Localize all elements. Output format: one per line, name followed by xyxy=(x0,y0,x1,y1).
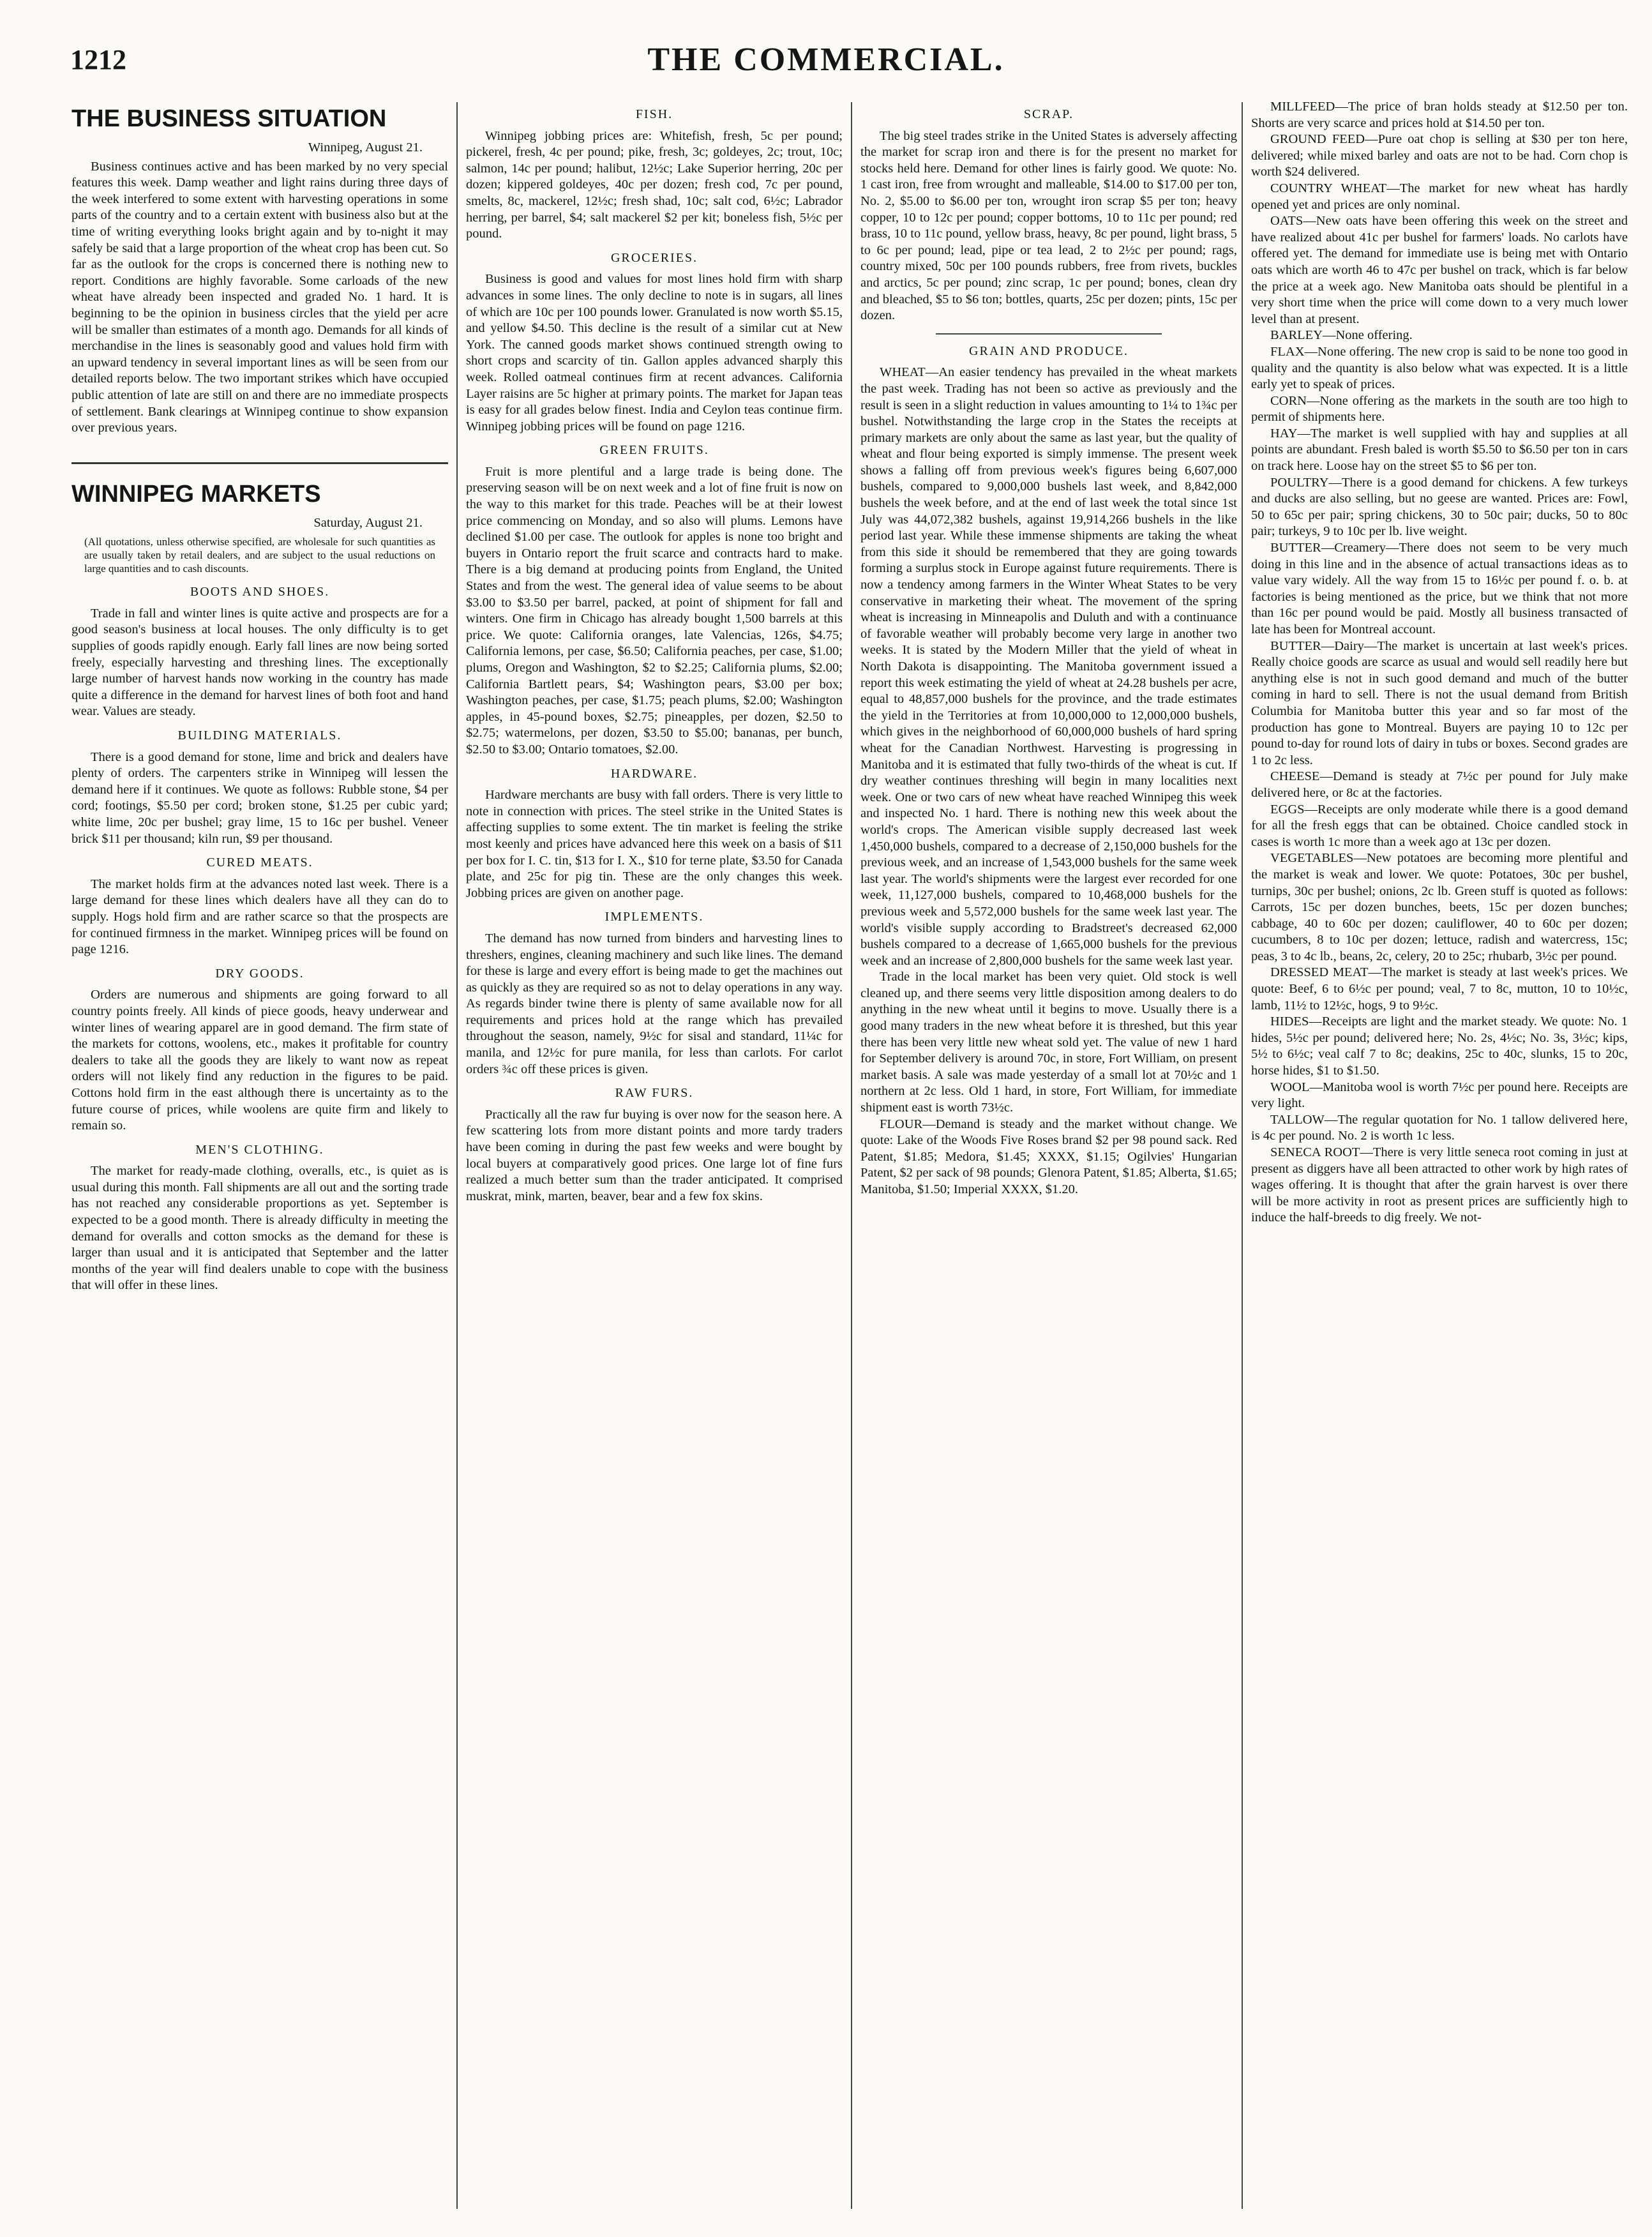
grain-paragraph: CHEESE—Demand is steady at 7½c per pound for July make delivered here, or 8c at the factories. xyxy=(1251,769,1628,800)
column-rule xyxy=(851,102,852,2209)
grain-paragraph: DRESSED MEAT—The market is steady at last week's prices. We quote: Beef, 6 to 6½c per pound; veal, 7 to 8c, mutton, 10 to 10½c, lamb, 11½ to 12½c, hogs, 9 to 9½c. xyxy=(1251,965,1628,1013)
grain-paragraph: WOOL—Manitoba wool is worth 7½c per pound here. Receipts are very light. xyxy=(1251,1080,1628,1111)
section-text: The market for ready-made clothing, overalls, etc., is quiet as is usual during this month. Fall shipments are all out and the sorting trade has not reached any considerable proportions as yet. September is expected to be a good month. There is already difficulty in meeting the demand for overalls and cotton smocks as the demand for these is larger than usual and it is anticipated that September and the latter months of the year will find dealers unable to cope with the business that will offer in these lines. xyxy=(71,1164,448,1293)
grain-paragraph: SENECA ROOT—There is very little seneca root coming in just at present as diggers have all been attracted to other work by high rates of wages offering. It is thought that after the grain harvest is over there will be more activity in root as present prices are sufficiently high to induce the half-breeds to dig freely. We not- xyxy=(1251,1145,1628,1225)
section-heading: BUILDING MATERIALS. xyxy=(177,728,342,743)
column-rule xyxy=(456,102,458,2209)
column-2 xyxy=(466,99,843,2218)
section-heading: HARDWARE. xyxy=(610,766,698,781)
grain-paragraph: Trade in the local market has been very quiet. Old stock is well cleaned up, and there seems very little disposition among dealers to do anything in the new wheat until it begins to move. Usually there is a good many traders in the new wheat before it is threshed, but this year there has been very little new wheat sold yet. The value of new 1 hard for September delivery is around 70c, in store, Fort William, on present market basis. A sale was made yesterday of a small lot at 70½c and 1 northern at 2c less. Old 1 hard, in store, Fort William, for immediate shipment east is worth 73½c. xyxy=(860,970,1237,1115)
section-divider xyxy=(936,333,1162,335)
section-text: The demand has now turned from binders and harvesting lines to threshers, engines, cleaning machinery and such like lines. The demand for these is large and every effort is being made to get the machines out as quickly as they are required so as not to delay operations in any way. As regards binder twine there is plenty of same available now for all requirements and prices hold at the range which has prevailed throughout the season, namely, 9½c for sisal and standard, 11¼c for manila, and 12½c for pure manila, for less than carlots. For carlot orders ¾c off these prices is given. xyxy=(466,931,843,1076)
grain-paragraph: TALLOW—The regular quotation for No. 1 tallow delivered here, is 4c per pound. No. 2 is worth 1c less. xyxy=(1251,1112,1628,1143)
column-1 xyxy=(71,99,448,2218)
section-text: The big steel trades strike in the United States is adversely affecting the market for scrap iron and there is for the present no market for stocks held here. Demand for other lines is fairly good. We quote: No. 1 cast iron, free from wrought and malleable, $14.00 to $17.00 per ton, No. 2, $5.00 to $6.00 per ton, wrought iron scrap $5 per ton; heavy copper, 10 to 12c per pound; copper bottoms, 10 to 11c per pound; red brass, 10 to 11c pound, yellow brass, heavy, 8c per pound, light brass, 5 to 6c per pound; lead, pipe or tea lead, 2 to 2½c per pound; rags, country mixed, 50c per 100 pounds rubbers, free from rivets, buckles and arctics, 5c per pound; zinc scrap, 1c per pound; bones, clean dry and bleached, $5 to $6 ton; bottles, quarts, 25c per dozen; pints, 15c per dozen. xyxy=(860,128,1237,323)
section-text: Business is good and values for most lines hold firm with sharp advances in some lines. The only decline to note is in sugars, all lines of which are 10c per 100 pounds lower. Granulated is now worth $5.15, and yellow $4.50. This decline is the result of a similar cut at New York. The canned goods market shows continued strength owing to short crops and scarcity of tin. Gallon apples advanced sharply this week. Rolled oatmeal continues firm at recent advances. California Layer raisins are 5c higher at primary points. The market for Japan teas is easy for all grades below finest. India and Ceylon teas continue firm. Winnipeg jobbing prices will be found on page 1216. xyxy=(466,272,843,433)
grain-paragraph: BUTTER—Dairy—The market is uncertain at last week's prices. Really choice goods are scarce as usual and would sell readily here but anything else is not in such good demand and much of the butter coming in hard to sell. There is not the usual demand from British Columbia for Manitoba butter this year and so far most of the production has gone to Montreal. Buyers are paying 10 to 12c per pound to-day for round lots of dairy in tubs or boxes. Second grades are 1 to 2c less. xyxy=(1251,638,1628,767)
section-text: Winnipeg jobbing prices are: Whitefish, fresh, 5c per pound; pickerel, fresh, 4c per pound; pike, fresh, 3c; goldeyes, 2c; trout, 10c; salmon, 14c per pound; halibut, 12½c; Lake Superior herring, 20c per dozen; kippered goldeyes, 40c per dozen; fresh cod, 7c per pound, smelts, 8c, mackerel, 12½c; fresh shad, 10c; salt cod, 6½c; Labrador herring, per barrel, $4; salt mackerel $2 per kit; boneless fish, 5½c per pound. xyxy=(466,128,843,241)
grain-paragraph: WHEAT—An easier tendency has prevailed in the wheat markets the past week. Trading has not been so active as previously and the result is seen in a slight reduction in values amounting to 1¼ to 1¾c per bushel. Notwithstanding the large crop in the States the receipts at primary markets are only about the same as last year, but the quality of wheat and flour being exported is simply immense. The present week shows a falling off from previous week's figures being 6,607,000 bushels, compared to 9,000,000 bushels last week, and 8,842,000 bushels the week before, and at the end of last week the total since 1st July was 44,072,382 bushels, against 19,914,266 bushels in the like period last year. While these immense shipments are taking the wheat from this side it should be remembered that they are going towards forming a surplus stock in Europe against future requirements. There is now a tendency among farmers in the Winter Wheat States to be very conservative in marketing their wheat. The movement of the spring wheat is increasing in Minneapolis and Duluth and with a continuance of favorable weather will probably become very large in another two weeks. It is stated by the Modern Miller that the yield of wheat in North Dakota is disappointing. The Manitoba government issued a report this week estimating the yield of wheat at 24.28 bushels per acre, equal to 48,857,000 bushels for the province, and the trade estimates the yield in the Territories at from 10,000,000 to 12,000,000 bushels, which gives in the neighborhood of 60,000,000 bushels of hard spring wheat for the Canadian Northwest. Harvesting is progressing in Manitoba and it is estimated that fully two-thirds of the wheat is cut. If dry weather continues threshing will begin in many localities next week. One or two cars of new wheat have reached Winnipeg this week and inspected No. 1 hard. There is nothing new this week about the world's crops. The American visible supply decreased last week 1,450,000 bushels, compared to a decrease of 2,150,000 bushels for the previous week, and an increase of 1,543,000 bushels for the same week last year. The world's shipments were the largest ever recorded for one week, 11,127,000 bushels, compared to 10,468,000 bushels for the previous week and 5,572,000 bushels for the same week last year. The world's visible supply according to Bradstreet's decreased 62,000 bushels compared to a decrease of 1,665,000 bushels for the previous week and an increase of 2,800,000 bushels for the same week last year. xyxy=(860,365,1237,968)
section-heading: SCRAP. xyxy=(1023,107,1074,121)
markets-dateline: Saturday, August 21. xyxy=(313,515,423,530)
column-rule xyxy=(1242,102,1243,2209)
section-text: Hardware merchants are busy with fall orders. There is very little to note in connection with prices. The steel strike in the United States is affecting supplies to some extent. The tin market is feeling the strike most keenly and prices have advanced here this week on a basis of $11 per box for I. C. tin, $13 for I. X., $10 for terne plate, $3.50 for Canada plate, and 25c for pig tin. These are the only changes this week. Jobbing prices are given on another page. xyxy=(466,788,843,900)
section-heading: IMPLEMENTS. xyxy=(604,910,704,924)
journal-title: THE COMMERCIAL. xyxy=(647,41,1005,78)
section-heading: CURED MEATS. xyxy=(206,855,313,870)
section-divider xyxy=(71,462,448,464)
grain-paragraph: COUNTRY WHEAT—The market for new wheat has hardly opened yet and prices are only nominal. xyxy=(1251,181,1628,212)
section-text: The market holds firm at the advances noted last week. There is a large demand for these lines which dealers have all they can do to supply. Hogs hold firm and are rather scarce so that the prospects are for continued firmness in the market. Winnipeg prices will be found on page 1216. xyxy=(71,877,448,957)
quotations-notice: (All quotations, unless otherwise specified, are wholesale for such quantities as are usually taken by retail dealers, and are subject to the usual reductions on large quantities and to cash discounts. xyxy=(84,536,435,575)
section-heading: RAW FURS. xyxy=(615,1086,694,1101)
section-heading: GROCERIES. xyxy=(610,250,698,265)
grain-paragraph: CORN—None offering as the markets in the south are too high to permit of shipments here. xyxy=(1251,393,1628,425)
grain-paragraph: HAY—The market is well supplied with hay and supplies at all points are abundant. Fresh baled is worth $5.50 to $6.50 per ton in cars on track here. Loose hay on the street $5 to $6 per ton. xyxy=(1251,426,1628,474)
column-4 xyxy=(1251,99,1628,2218)
grain-paragraph: HIDES—Receipts are light and the market steady. We quote: No. 1 hides, 5½c per pound; delivered here; No. 2s, 4½c; No. 3s, 3½c; kips, 5½ to 6½c; veal calf 7 to 8c; deakins, 25c to 40c, slunks, 15 to 20c, horse hides, $1 to $1.50. xyxy=(1251,1014,1628,1078)
grain-paragraph: OATS—New oats have been offering this week on the street and have realized about 41c per bushel for farmers' loads. No carlots have offered yet. The demand for immediate use is being met with Ontario oats which are worth 46 to 47c per bushel on track, which is far below the price at a week ago. New Manitoba oats should be plentiful in a very short time when the price will come down to a very much lower level than at present. xyxy=(1251,214,1628,326)
grain-paragraph: FLOUR—Demand is steady and the market without change. We quote: Lake of the Woods Five Roses brand $2 per 98 pound sack. Red Patent, $1.85; Medora, $1.45; XXXX, $1.15; Ogilvies' Hungarian Patent, $2 per sack of 98 pounds; Glenora Patent, $1.85; Alberta, $1.65; Manitoba, $1.50; Imperial XXXX, $1.20. xyxy=(860,1117,1237,1196)
section-heading: FISH. xyxy=(635,107,673,121)
section-text: There is a good demand for stone, lime and brick and dealers have plenty of orders. The carpenters strike in Winnipeg will lessen the demand here if it continues. We quote as follows: Rubble stone, $4 per cord; footings, $5.50 per cord; broken stone, $1.25 per cubic yard; white lime, 20c per bushel; gray lime, 15 to 16c per bushel. Veneer brick $11 per thousand; kiln run, $9 per thousand. xyxy=(71,749,448,846)
section-text: Orders are numerous and shipments are going forward to all country points freely. All kinds of piece goods, heavy underwear and winter lines of wearing apparel are in good demand. The firm state of the markets for cottons, woolens, etc., makes it profitable for country dealers to take all the goods they are likely to want now as repeat orders will not likely find any reduction in the figures to be paid. Cottons hold firm in the east although there is uncertainty as to the future course of prices, while woolens are quite firm and likely to remain so. xyxy=(71,988,448,1133)
section-text: Trade in fall and winter lines is quite active and prospects are for a good season's business at local houses. The only difficulty is to get supplies of goods rapidly enough. Early fall lines are now being sorted freely, especially harvesting and threshing lines. The exceptionally large number of harvest hands now working in the country has made quite a difference in the demand for harvest lines of both foot and hand wear. Values are steady. xyxy=(71,606,448,719)
section-heading: MEN'S CLOTHING. xyxy=(195,1142,324,1157)
section-text: Practically all the raw fur buying is over now for the season here. A few scattering lots from more distant points and more tardy traders have been coming in during the past few weeks and were bought by local buyers at comparatively good prices. One large lot of fine furs realized a much better sum than the trader anticipated. It comprised muskrat, mink, marten, beaver, bear and a few fox skins. xyxy=(466,1107,843,1203)
grain-paragraph: FLAX—None offering. The new crop is said to be none too good in quality and the quantity is also below what was expected. It is a little early yet to speak of prices. xyxy=(1251,344,1628,392)
grain-paragraph: MILLFEED—The price of bran holds steady at $12.50 per ton. Shorts are very scarce and prices hold at $14.50 per ton. xyxy=(1251,100,1628,130)
grain-paragraph: BUTTER—Creamery—There does not seem to be very much doing in this line and in the absence of actual transactions ideas as to value vary widely. All the way from 15 to 16½c per pound f. o. b. at factories is being mentioned as the price, but we think that not more than 16c per pound would be paid. Mostly all business transacted of late has been for Montreal account. xyxy=(1251,541,1628,636)
grain-paragraph: GROUND FEED—Pure oat chop is selling at $30 per ton here, delivered; while mixed barley and oats are not to be had. Corn chop is worth $24 delivered. xyxy=(1251,132,1628,179)
section-heading: DRY GOODS. xyxy=(215,966,304,981)
section-heading: BOOTS AND SHOES. xyxy=(190,585,330,599)
section-text: Fruit is more plentiful and a large trade is being done. The preserving season will be on next week and a lot of fine fruit is now on the way to this market for this trade. Peaches will be at their lowest price commencing on Monday, and so also will plums. Lemons have declined $1.00 per case. The outlook for apples is none too bright and buyers in Ontario report the fruit scarce and contracts hard to make. There is a big demand at producing points from England, the United States and from the west. The general idea of value seems to be about $3.00 to $3.50 per barrel, packed, at point of shipment for fall and winters. One firm in Chicago has already bought 1,500 barrels at this price. We quote: California oranges, late Valencias, 126s, $4.75; California lemons, per case, $6.50; California peaches, per case, $1.00; plums, Oregon and Washington, $2 to $2.25; California plums, $2.00; California Bartlett pears, $4; Washington pears, $3.00 per box; Washington peaches, per case, $1.75; peach plums, $2.00; Washington apples, in 45-pound boxes, $2.75; pineapples, per dozen, $2.50 to $2.75; watermelons, per dozen, $3.50 to $5.00; bananas, per bunch, $2.50 to $3.00; Ontario tomatoes, $2.00. xyxy=(466,464,843,757)
page-number: 1212 xyxy=(70,44,126,75)
grain-paragraph: BARLEY—None offering. xyxy=(1270,328,1413,343)
grain-paragraph: EGGS—Receipts are only moderate while there is a good demand for all the fresh eggs that can be obtained. Choice candled stock in cases is worth 1c more than a week ago at 13c per dozen. xyxy=(1251,802,1628,849)
page-header xyxy=(70,38,1582,96)
grain-heading: GRAIN AND PRODUCE. xyxy=(969,343,1129,358)
column-3 xyxy=(860,99,1237,2218)
grain-paragraph: POULTRY—There is a good demand for chickens. A few turkeys and ducks are also selling, but no geese are wanted. Prices are: Fowl, 50 to 65c per pair; spring chickens, 30 to 50c pair; ducks, 50 to 80c pair; turkeys, 9 to 10c per lb. live weight. xyxy=(1251,475,1628,539)
business-text: Business continues active and has been marked by no very special features this week. Damp weather and light rains during three days of the week interfered to some extent with harvesting operations in some parts of the country and to a certain extent with business also but at the time of writing everything looks bright again and by to-night it may safely be said that a large proportion of the wheat crop has been cut. So far as the outlook for the crops is concerned there is nothing new to report. Conditions are highly favorable. Some carloads of the new wheat have already been inspected and graded No. 1 hard. It is beginning to be the opinion in business circles that the yield per acre will be smaller than estimates of a month ago. Demands for all kinds of merchandise in the lines is seasonably good and values hold firm with an upward tendency in several important lines as will be seen from our detailed reports below. The two important strikes which have occupied public attention of late are still on and there are no immediate prospects of settlement. Bank clearings at Winnipeg continue to show expansion over previous years. xyxy=(71,159,448,435)
grain-paragraph: VEGETABLES—New potatoes are becoming more plentiful and the market is weak and lower. We quote: Potatoes, 30c per bushel, turnips, 30c per bushel; onions, 2c lb. Green stuff is quoted as follows: Carrots, 15c per dozen bunches, beets, 15c per dozen bunches; cabbage, 40 to 60c per dozen; cauliflower, 40 to 60c per dozen; cucumbers, 8 to 10c per dozen; lettuce, radish and watercress, 15c; peas, 3 to 4c lb., beans, 2c, celery, 20 to 25c; rhubarb, 3½c per pound. xyxy=(1251,851,1628,963)
winnipeg-markets-title: WINNIPEG MARKETS xyxy=(71,480,321,508)
business-dateline: Winnipeg, August 21. xyxy=(308,140,423,154)
business-situation-title: THE BUSINESS SITUATION xyxy=(71,105,387,132)
section-heading: GREEN FRUITS. xyxy=(599,443,709,458)
